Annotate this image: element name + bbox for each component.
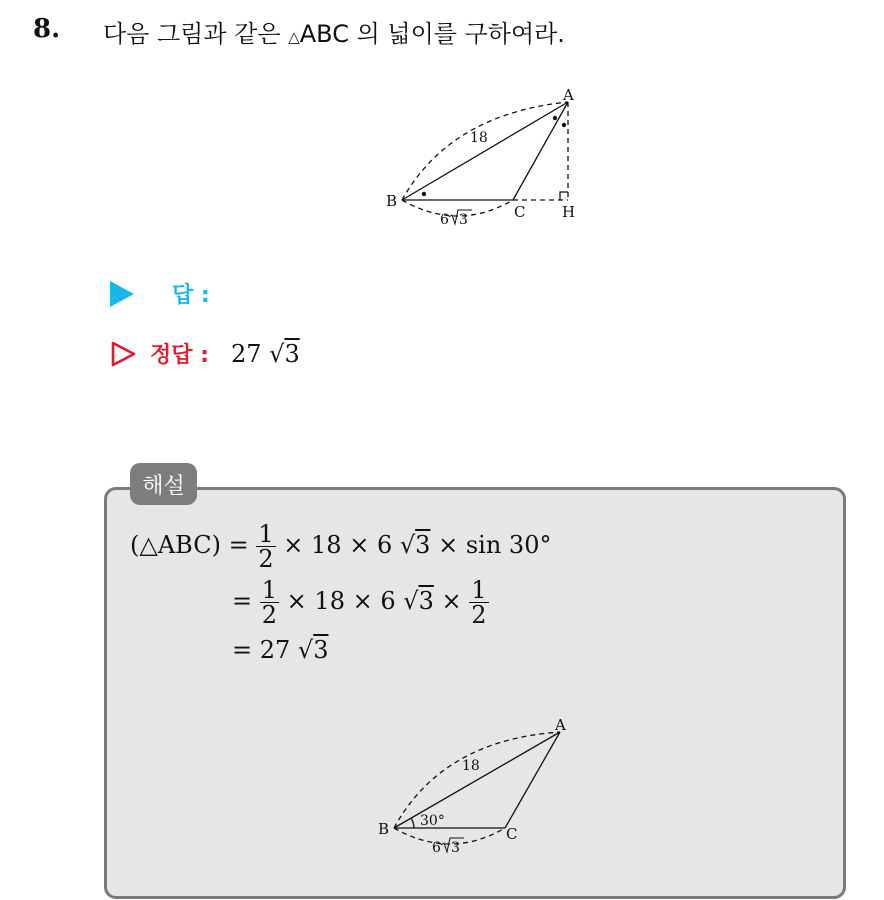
fraction-denominator: 2 <box>261 601 278 629</box>
side-ca-line <box>505 732 560 828</box>
solution-tab: 해설 <box>130 463 197 505</box>
times-sign: × <box>441 587 462 615</box>
fraction-half <box>256 522 275 571</box>
fraction-numerator: 1 <box>258 520 274 548</box>
lhs-expression: (△ABC) <box>130 531 221 559</box>
value-6: 6 <box>380 587 396 615</box>
triangle-name: ABC <box>299 20 349 48</box>
triangle-figure-question <box>380 84 600 234</box>
fraction-denominator: 2 <box>258 545 274 573</box>
root-3: 3 <box>313 636 329 664</box>
correct-answer-label: 정답 : <box>150 343 209 368</box>
answer-label: 답 : <box>172 283 210 308</box>
times-sign: × <box>352 587 373 615</box>
times-sign: × <box>286 587 307 615</box>
value-18: 18 <box>311 531 342 559</box>
fraction-numerator: 1 <box>261 576 278 604</box>
correct-answer-row <box>110 338 300 369</box>
solution-line-3: = 27 √3 <box>232 636 329 664</box>
outline-triangle-icon <box>110 341 136 367</box>
side-ab-label: 18 <box>462 758 480 774</box>
correct-coef: 27 <box>230 339 262 368</box>
angle-b-label: 30° <box>420 813 445 829</box>
side-ab-label: 18 <box>470 130 488 146</box>
angle-mark-b <box>422 192 426 196</box>
solution-line-2: = $\frac{1}{2}$ × 18 × 6 √3 × $\frac{1}{2}$ <box>232 576 487 629</box>
triangle-figure-solution <box>372 712 592 862</box>
fraction-denominator: 2 <box>471 601 487 629</box>
side-ab-line <box>394 732 560 828</box>
times-sign: × <box>349 531 370 559</box>
side-bc-root: 3 <box>459 212 468 228</box>
fraction-half <box>469 578 488 627</box>
right-angle-mark <box>560 192 568 200</box>
fraction-half <box>260 578 279 627</box>
value-6: 6 <box>376 531 393 559</box>
correct-root: 3 <box>284 339 300 368</box>
side-bc-coef: 6 <box>440 212 449 228</box>
fraction-numerator: 1 <box>471 576 487 604</box>
label-a: A <box>555 716 566 734</box>
equals-sign: = <box>228 531 249 559</box>
correct-answer-value: 27 √3 <box>230 339 300 368</box>
side-bc-coef: 6 <box>432 840 441 856</box>
question-text <box>103 14 565 49</box>
label-h: H <box>562 203 576 221</box>
angle-arc-b <box>411 818 414 828</box>
answer-row <box>110 278 210 309</box>
times-sign: × <box>438 531 459 559</box>
question-number: 8. <box>33 14 61 44</box>
label-c: C <box>514 203 526 221</box>
triangle-symbol: △ <box>288 28 300 46</box>
side-ab-line <box>402 102 568 200</box>
side-bc-root: 3 <box>451 840 460 856</box>
question-text-before: 다음 그림과 같은 <box>103 20 289 48</box>
times-sign: × <box>283 531 304 559</box>
label-b: B <box>386 192 398 210</box>
side-ca-line <box>513 102 568 200</box>
sin-term: sin 30° <box>465 531 552 559</box>
angle-mark-a2 <box>562 123 566 127</box>
question-text-after: 의 넓이를 구하여라. <box>348 20 565 48</box>
label-c: C <box>506 825 518 843</box>
play-triangle-icon <box>110 281 134 307</box>
angle-mark-a1 <box>553 116 557 120</box>
equals-sign: = <box>232 636 253 664</box>
root-3: 3 <box>418 587 434 615</box>
root-3: 3 <box>415 531 431 559</box>
equals-sign: = <box>232 587 253 615</box>
value-18: 18 <box>314 587 345 615</box>
label-a: A <box>563 86 574 104</box>
label-b: B <box>378 820 390 838</box>
solution-line-1: (△ABC) = $\frac{1}{2}$ × 18 × 6 √3 × sin 30° <box>130 520 552 573</box>
result-coef: 27 <box>259 636 291 664</box>
